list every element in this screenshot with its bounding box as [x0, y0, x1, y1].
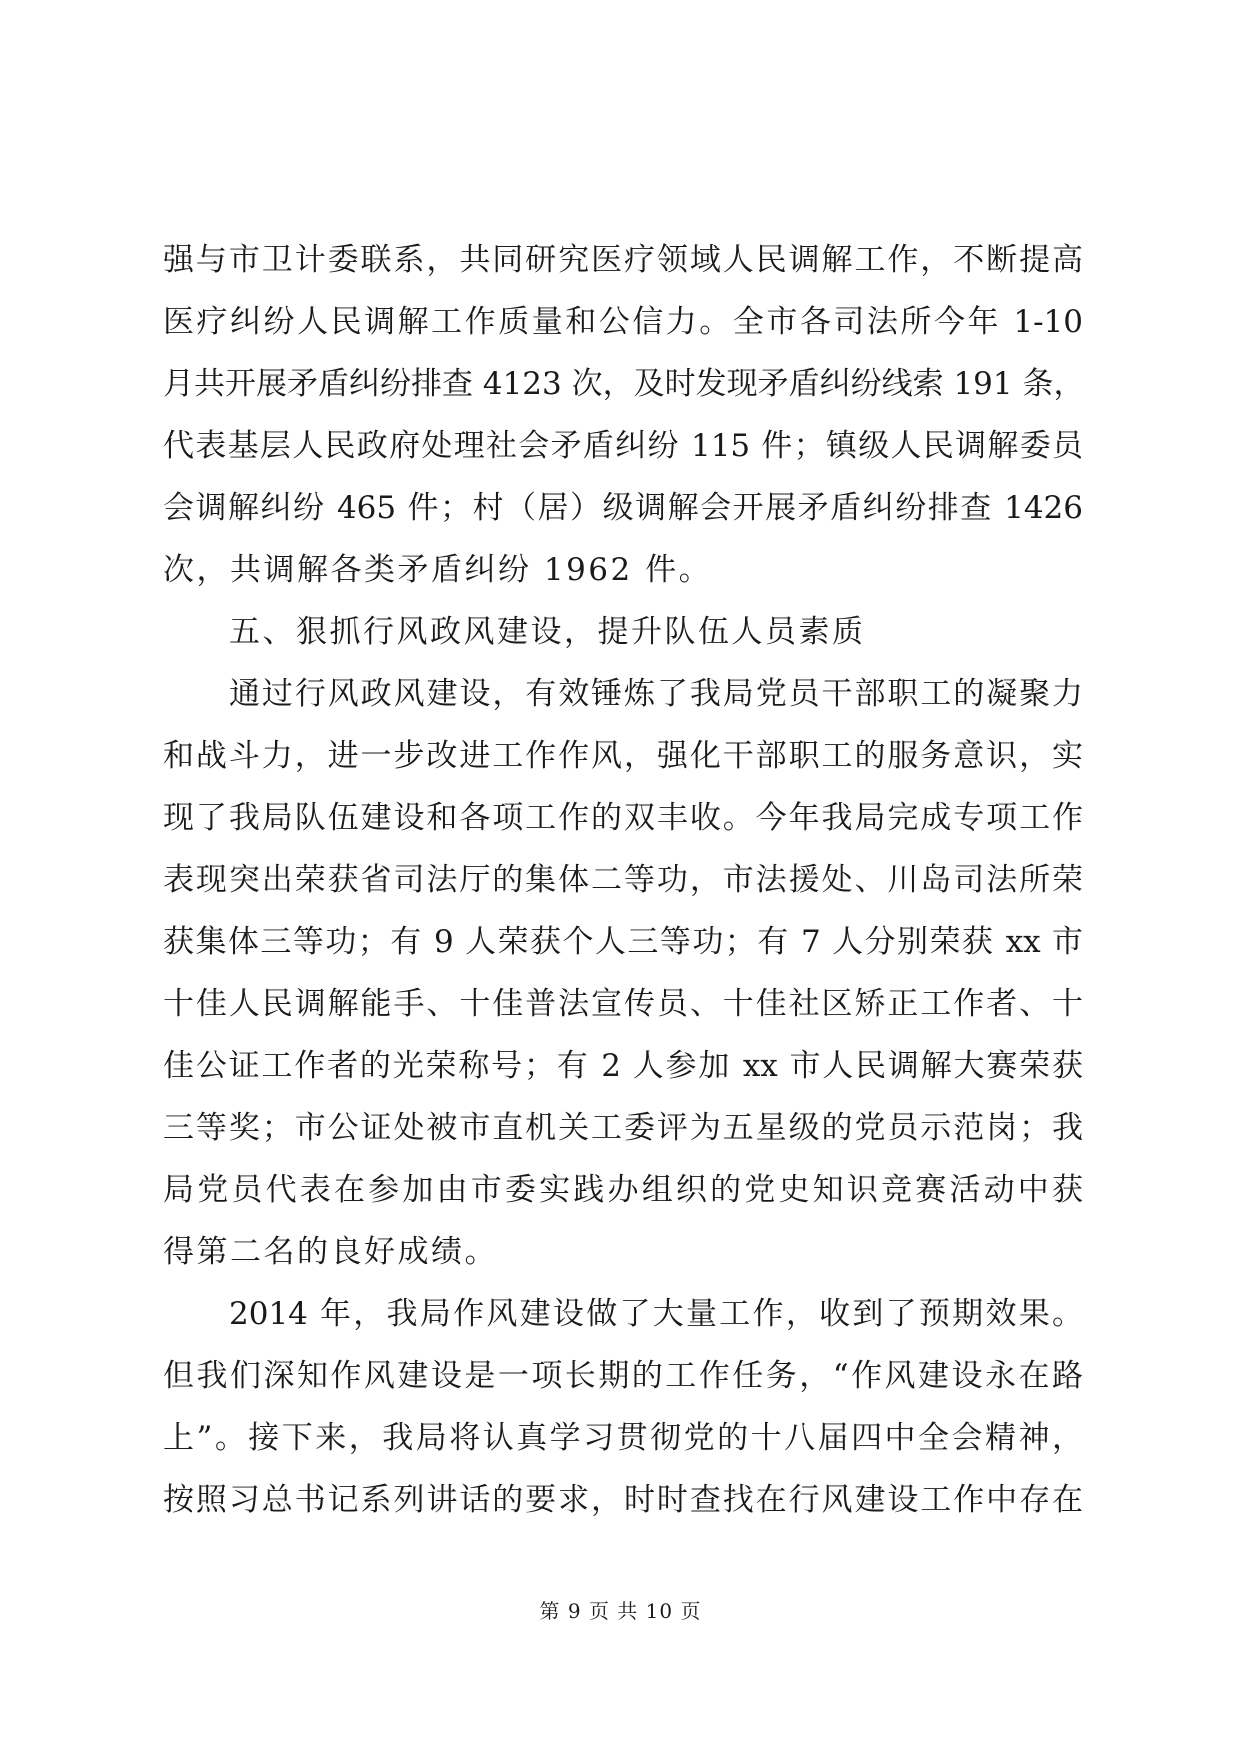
text-line: 局党员代表在参加由市委实践办组织的党史知识竞赛活动中获: [163, 1172, 1083, 1208]
text-line: 通过行风政风建设，有效锤炼了我局党员干部职工的凝聚力: [229, 676, 1083, 712]
text-line: 上”。接下来，我局将认真学习贯彻党的十八届四中全会精神，: [163, 1420, 1083, 1456]
text-line: 三等奖；市公证处被市直机关工委评为五星级的党员示范岗；我: [163, 1110, 1083, 1146]
text-line: 2014 年，我局作风建设做了大量工作，收到了预期效果。: [229, 1296, 1083, 1332]
text-line: 佳公证工作者的光荣称号；有 2 人参加 xx 市人民调解大赛荣获: [163, 1048, 1083, 1084]
page-number-footer: 第 9 页 共 10 页: [539, 1599, 702, 1623]
text-line: 表现突出荣获省司法厅的集体二等功，市法援处、川岛司法所荣: [163, 862, 1083, 898]
text-line: 强与市卫计委联系，共同研究医疗领域人民调解工作，不断提高: [163, 242, 1083, 278]
text-line: 和战斗力，进一步改进工作作风，强化干部职工的服务意识，实: [163, 738, 1083, 774]
text-line: 获集体三等功；有 9 人荣获个人三等功；有 7 人分别荣获 xx 市: [163, 924, 1083, 960]
text-line: 医疗纠纷人民调解工作质量和公信力。全市各司法所今年 1-10: [163, 304, 1083, 340]
text-line: 按照习总书记系列讲话的要求，时时查找在行风建设工作中存在: [163, 1482, 1083, 1518]
text-line: 月共开展矛盾纠纷排查 4123 次，及时发现矛盾纠纷线索 191 条，: [163, 366, 1085, 402]
text-line: 代表基层人民政府处理社会矛盾纠纷 115 件；镇级人民调解委员: [163, 428, 1083, 464]
text-line: 会调解纠纷 465 件；村（居）级调解会开展矛盾纠纷排查 1426: [163, 490, 1083, 526]
text-line: 现了我局队伍建设和各项工作的双丰收。今年我局完成专项工作: [163, 800, 1083, 836]
text-line: 十佳人民调解能手、十佳普法宣传员、十佳社区矫正工作者、十: [163, 986, 1083, 1022]
text-line: 得第二名的良好成绩。: [163, 1234, 498, 1270]
text-line: 次，共调解各类矛盾纠纷 1962 件。: [163, 552, 713, 588]
document-body: [163, 229, 1083, 1531]
text-line: 但我们深知作风建设是一项长期的工作任务，“作风建设永在路: [163, 1358, 1083, 1394]
section-heading: 五、狠抓行风政风建设，提升队伍人员素质: [229, 614, 866, 650]
